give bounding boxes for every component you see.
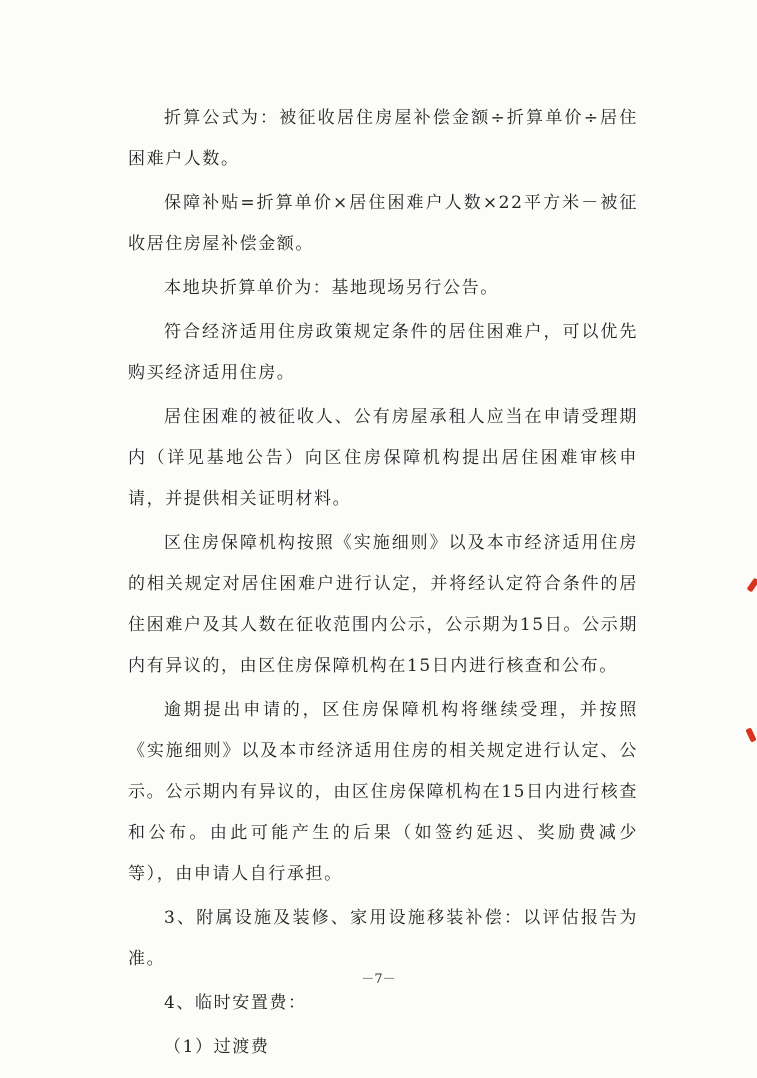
document-body [128,98,638,1071]
paragraph-item-4: 4、临时安置费： [164,993,307,1013]
paragraph-late-application: 逾期提出申请的，区住房保障机构将继续受理，并按照《实施细则》以及本市经济适用住房的相关规定进行认定、公示。公示期内有异议的，由区住房保障机构在15日内进行核查和公布。由此可能产生的后果（如签约延迟、奖励费减少等），由申请人自行承担。 [128,700,638,884]
paragraph-application: 居住困难的被征收人、公有房屋承租人应当在申请受理期内（详见基地公告）向区住房保障机构提出居住困难审核申请，并提供相关证明材料。 [128,407,638,509]
paragraph-formula: 折算公式为：被征收居住房屋补偿金额÷折算单价÷居住困难户人数。 [128,108,638,169]
paragraph-item-4-1: （1）过渡费 [164,1037,270,1057]
paragraph-priority-purchase: 符合经济适用住房政策规定条件的居住困难户，可以优先购买经济适用住房。 [128,322,638,383]
seal-edge-mark [747,578,757,593]
seal-edge-mark [745,727,756,742]
page-number: －7－ [361,972,396,987]
paragraph-item-3: 3、附属设施及装修、家用设施移装补偿：以评估报告为准。 [128,908,638,969]
paragraph-review: 区住房保障机构按照《实施细则》以及本市经济适用住房的相关规定对居住困难户进行认定，并将经认定符合条件的居住困难户及其人数在征收范围内公示，公示期为15日。公示期内有异议的，由区住房保障机构在15日内进行核查和公布。 [128,533,638,676]
paragraph-unit-price: 本地块折算单价为：基地现场另行公告。 [164,278,499,298]
paragraph-subsidy: 保障补贴=折算单价×居住困难户人数×22平方米－被征收居住房屋补偿金额。 [128,193,638,254]
